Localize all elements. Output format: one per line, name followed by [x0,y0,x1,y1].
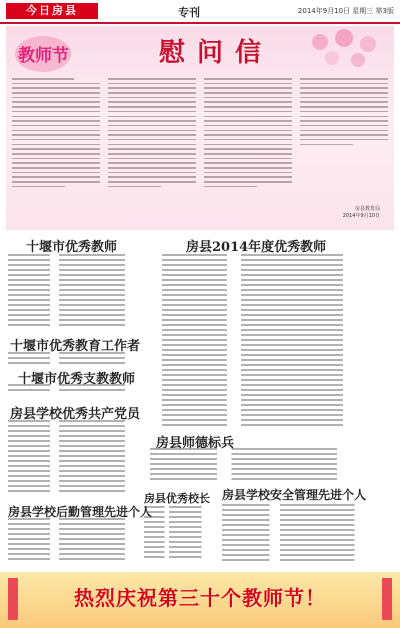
page-header [0,0,400,24]
letter-column-1 [12,78,100,218]
names-support-teachers [8,384,158,394]
flower-decoration-icon [300,28,390,72]
badge-text: 教师节 [18,46,69,66]
names-logistics [8,518,158,563]
heading-good-principals: 房县优秀校长 [144,492,210,505]
names-good-principals [144,506,218,561]
heading-county-2014-teachers: 房县2014年度优秀教师 [186,240,327,255]
banner-text: 热烈庆祝第三十个教师节！ [74,586,326,610]
letter-column-4 [300,78,388,218]
letter-column-2 [108,78,196,218]
names-education-workers [8,352,158,367]
heading-moral-models: 房县师德标兵 [156,436,235,451]
names-party-members [8,420,158,495]
names-county-2014 [162,254,394,429]
heading-city-excellent-teachers: 十堰市优秀教师 [26,240,118,255]
letter-body [12,78,388,226]
masthead-logo: 今日房县 [6,3,98,19]
celebration-banner [0,572,400,628]
names-safety [222,504,392,564]
letter-signature [343,206,380,220]
signature-org: 房县教育局 [354,206,380,212]
letter-column-3 [204,78,292,218]
signature-date: 2014年9月10日 [342,213,380,219]
letter-title: 慰问信 [158,38,273,68]
heading-city-support-teachers: 十堰市优秀支教教师 [18,372,136,387]
heading-logistics: 房县学校后勤管理先进个人 [8,505,153,519]
heading-safety: 房县学校安全管理先进个人 [222,488,367,502]
condolence-letter [6,26,394,230]
teachers-day-badge-icon [14,34,72,74]
names-city-excellent [8,254,158,329]
names-moral-models [150,448,390,483]
heading-city-education-workers: 十堰市优秀教育工作者 [10,339,141,354]
section-title: 专刊 [178,6,200,19]
heading-party-members: 房县学校优秀共产党员 [10,407,141,422]
issue-date: 2014年9月10日 星期三 第3版 [297,7,394,15]
